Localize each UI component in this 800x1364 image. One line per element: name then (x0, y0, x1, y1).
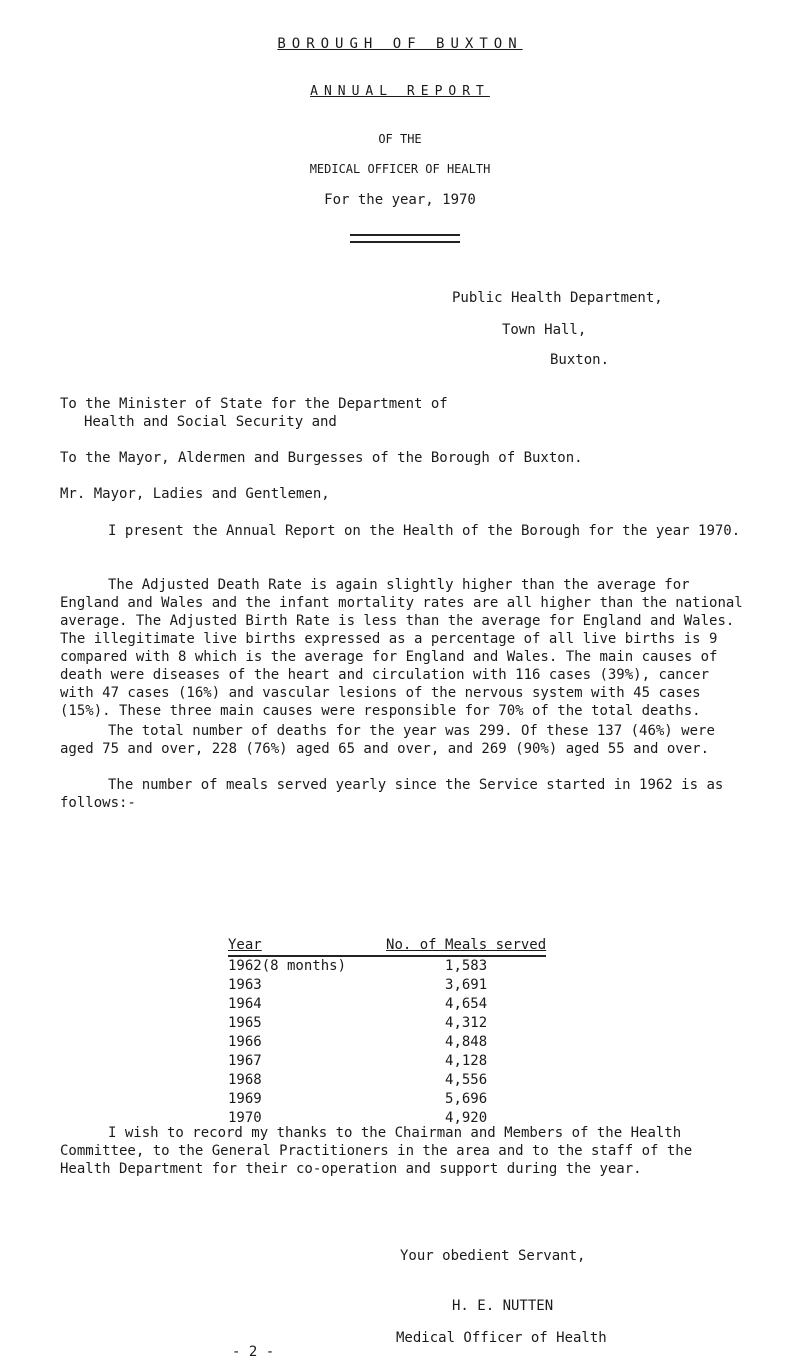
borough-title: BOROUGH OF BUXTON (277, 36, 523, 52)
addressee-minister-2: Health and Social Security and (84, 414, 337, 430)
row-meals: 4,556 (445, 1072, 488, 1088)
addressee-mayor: To the Mayor, Aldermen and Burgesses of the Borough of Buxton. (60, 450, 583, 466)
table-row (228, 995, 546, 1014)
row-year: 1970 (228, 1110, 262, 1126)
paragraph-meals: The number of meals served yearly since the Service started in 1962 is as follows:- (60, 777, 724, 811)
row-meals: 5,696 (445, 1091, 488, 1107)
signatory-name: H. E. NUTTEN (452, 1298, 554, 1314)
addressee-minister-1: To the Minister of State for the Department of (60, 396, 448, 412)
table-row (228, 1014, 546, 1033)
report-title: ANNUAL REPORT (310, 84, 490, 99)
row-year: 1969 (228, 1091, 262, 1107)
col-header-meals: No. of Meals served (386, 937, 547, 953)
paragraph-thanks: I wish to record my thanks to the Chairman and Members of the Health Committee, to the General Practitioners in the area and to the staff of the Health Department for their co-operation and support during the year. (60, 1125, 693, 1177)
row-meals: 4,128 (445, 1053, 488, 1069)
of-the-line: OF THE (378, 132, 422, 146)
meals-table (228, 936, 546, 1128)
paragraph-deaths: The total number of deaths for the year was 299. Of these 137 (46%) were aged 75 and over, 228 (76%) aged 65 and over, and 269 (90%) aged 55 and over. (60, 723, 715, 757)
row-year: 1968 (228, 1072, 262, 1088)
greeting: Mr. Mayor, Ladies and Gentlemen, (60, 486, 330, 502)
row-year: 1963 (228, 977, 262, 993)
row-meals: 4,312 (445, 1015, 488, 1031)
table-row (228, 956, 546, 976)
row-year: 1967 (228, 1053, 262, 1069)
row-meals: 1,583 (346, 956, 546, 976)
table-row (228, 1090, 546, 1109)
table-row (228, 1033, 546, 1052)
paragraph-intro: I present the Annual Report on the Health of the Borough for the year 1970. (108, 523, 741, 539)
table-row (228, 1052, 546, 1071)
row-meals: 3,691 (445, 977, 488, 993)
address-line-3: Buxton. (550, 352, 610, 368)
signatory-title: Medical Officer of Health (396, 1330, 607, 1346)
row-meals: 4,654 (445, 996, 488, 1012)
row-meals: 4,920 (445, 1110, 488, 1126)
year-line: For the year, 1970 (324, 192, 476, 208)
officer-title: MEDICAL OFFICER OF HEALTH (309, 162, 491, 176)
title-divider (350, 234, 460, 243)
address-line-1: Public Health Department, (452, 290, 663, 306)
row-year: 1964 (228, 996, 262, 1012)
row-year: 1965 (228, 1015, 262, 1031)
row-year: 1962(8 months) (228, 958, 347, 974)
address-line-2: Town Hall, (502, 322, 587, 338)
row-year: 1966 (228, 1034, 262, 1050)
row-meals: 4,848 (445, 1034, 488, 1050)
page-number: - 2 - (232, 1344, 275, 1360)
col-header-year: Year (228, 937, 262, 953)
table-row (228, 976, 546, 995)
paragraph-rates: The Adjusted Death Rate is again slightly higher than the average for England and Wales and the infant mortality rates are all higher than the national average. The Adjusted Birth Rate is less than the average for England and Wales. The illegitimate live births expressed as a percentage of all live births is 9 compared with 8 which is the average for England and Wales. The main causes of death were diseases of the heart and circulation with 116 cases (39%), cancer with 47 cases (16%) and vascular lesions of the nervous system with 45 cases (15%). These three main causes were responsible for 70% of the total deaths. (60, 577, 743, 719)
table-row (228, 1071, 546, 1090)
valediction: Your obedient Servant, (400, 1248, 586, 1264)
